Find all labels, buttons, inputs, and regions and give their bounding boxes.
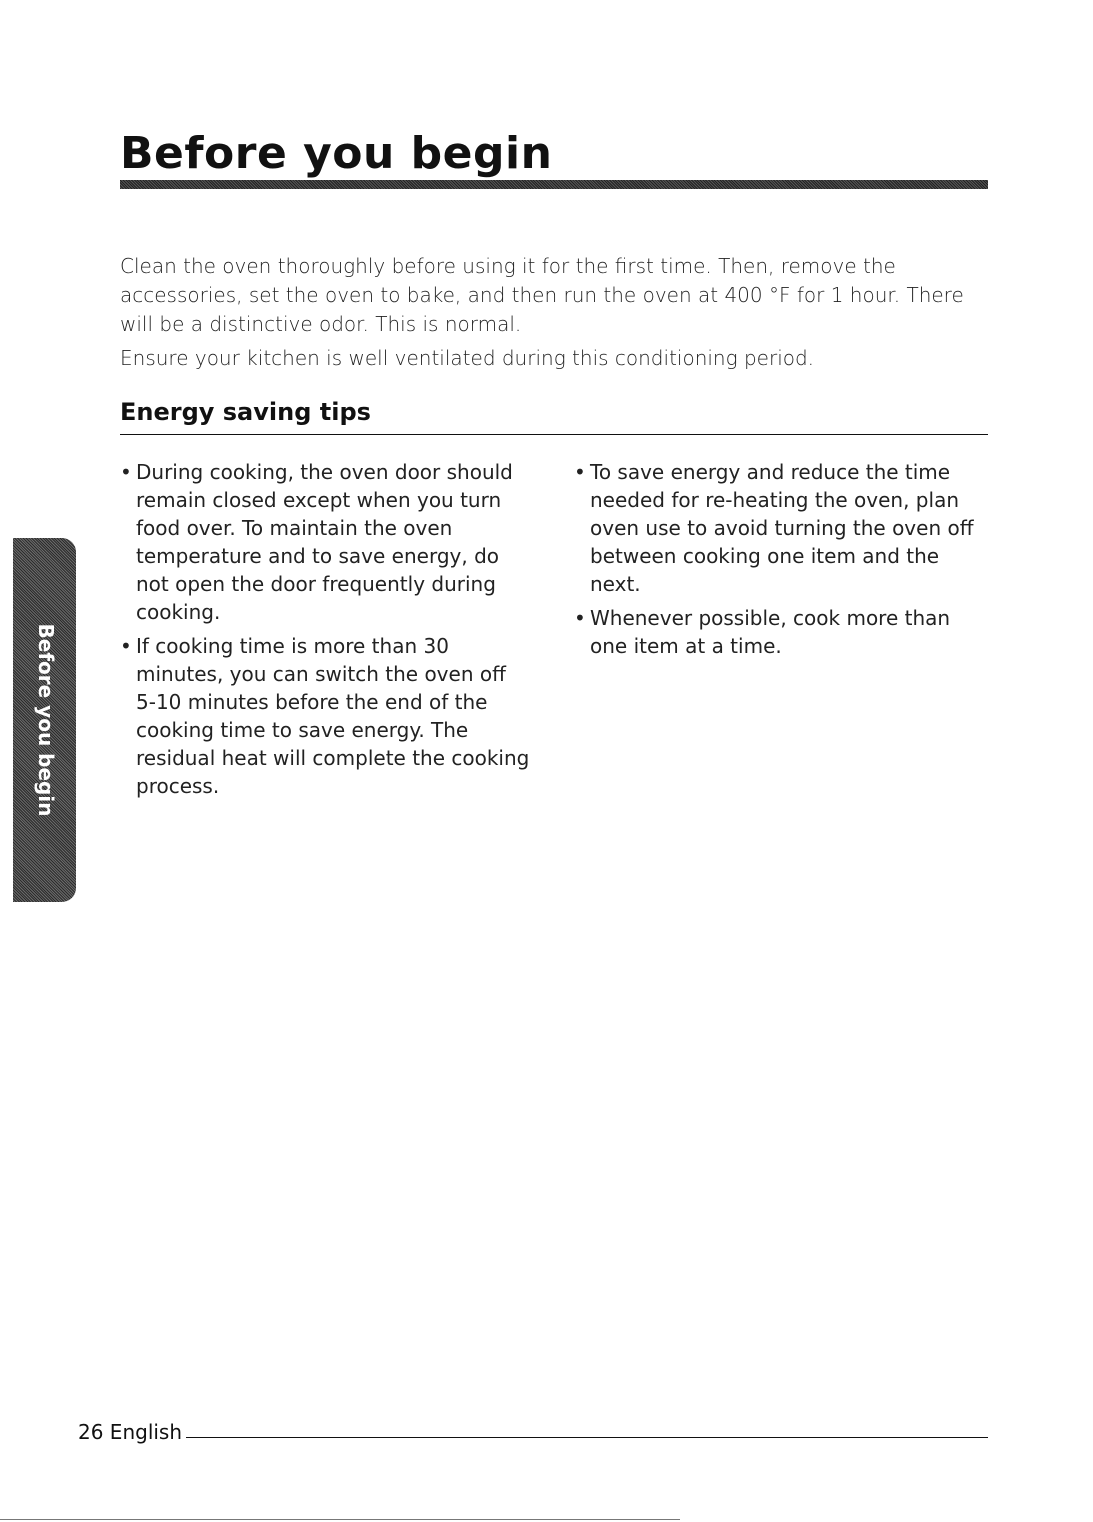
list-item <box>120 632 530 800</box>
bullet-icon: • <box>120 634 132 658</box>
tips-list <box>120 458 530 800</box>
intro-section <box>120 252 1000 378</box>
page-number: 26 English <box>78 1420 183 1444</box>
tips-column-right <box>574 458 984 666</box>
bottom-edge-rule <box>0 1519 680 1520</box>
page-title: Before you begin <box>120 128 553 179</box>
bullet-icon: • <box>574 606 586 630</box>
side-tab-label: Before you begin <box>34 623 58 817</box>
list-item <box>574 604 984 660</box>
list-item-text: If cooking time is more than 30 minutes, you can switch the oven off 5-10 minutes before the end of the cooking time to save energy. The residual heat will complete the cooking process. <box>136 634 530 798</box>
list-item-text: To save energy and reduce the time needed for re-heating the oven, plan oven use to avoid turning the oven off between cooking one item and the next. <box>590 460 974 596</box>
intro-paragraph: Ensure your kitchen is well ventilated during this conditioning period. <box>120 346 815 370</box>
tips-list <box>574 458 984 660</box>
list-item <box>120 458 530 626</box>
bullet-icon: • <box>120 460 132 484</box>
list-item <box>574 458 984 598</box>
list-item-text: Whenever possible, cook more than one item at a time. <box>590 606 951 658</box>
bullet-icon: • <box>574 460 586 484</box>
title-divider <box>120 180 988 189</box>
section-divider <box>120 434 988 435</box>
intro-paragraph: Clean the oven thoroughly before using it for the first time. Then, remove the accessories, set the oven to bake, and then run the oven at 400 °F for 1 hour. There will be a distinctive odor. This is normal. <box>120 254 964 336</box>
list-item-text: During cooking, the oven door should remain closed except when you turn food over. To maintain the oven temperature and to save energy, do not open the door frequently during cooking. <box>136 460 513 624</box>
tips-column-left <box>120 458 530 806</box>
section-heading: Energy saving tips <box>120 398 371 426</box>
footer-divider <box>186 1437 988 1438</box>
